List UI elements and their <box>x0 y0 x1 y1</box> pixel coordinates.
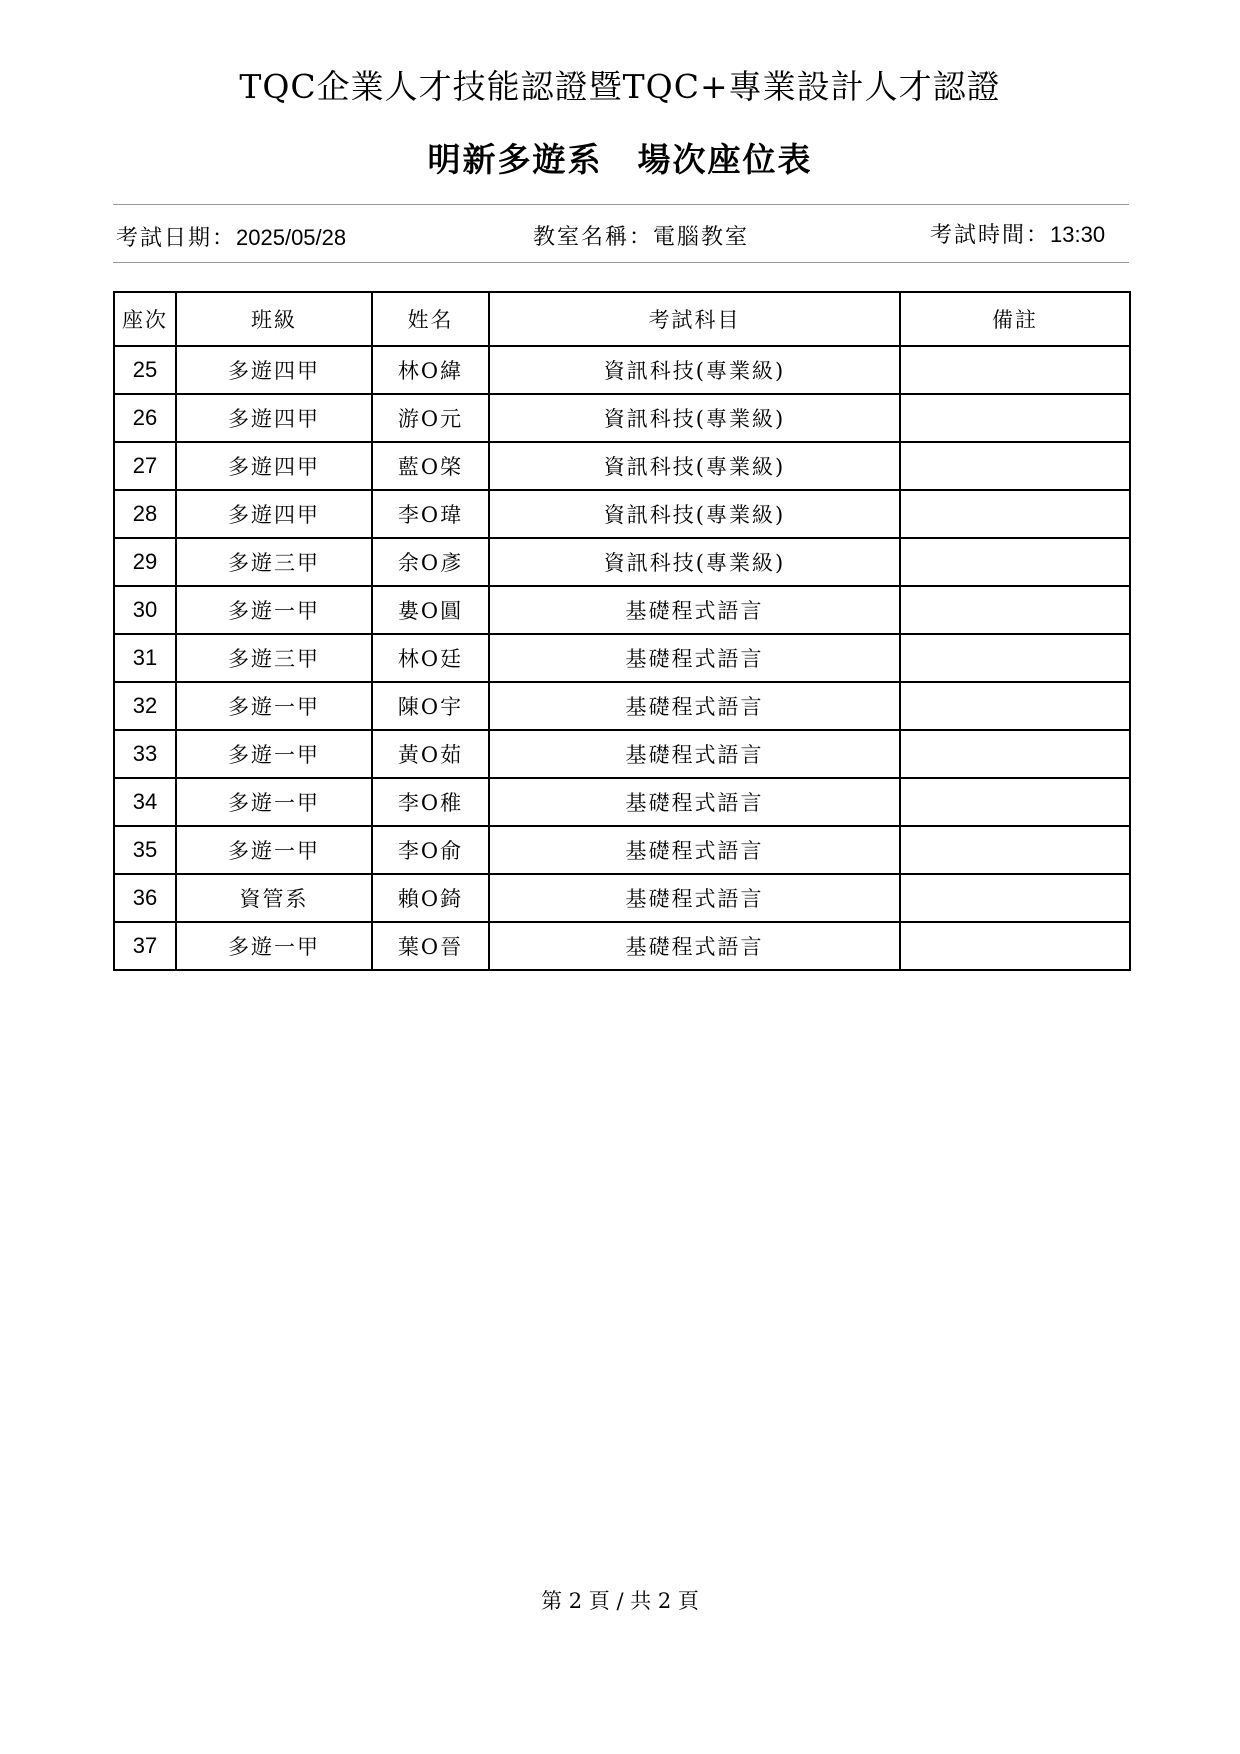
table-row <box>114 730 1130 778</box>
class-cell: 多遊四甲 <box>176 490 372 538</box>
note-cell <box>900 346 1130 394</box>
class-cell: 資管系 <box>176 874 372 922</box>
class-cell: 多遊一甲 <box>176 682 372 730</box>
subject-cell: 資訊科技(專業級) <box>489 394 900 442</box>
note-cell <box>900 778 1130 826</box>
class-cell: 多遊四甲 <box>176 346 372 394</box>
name-cell: 李O瑋 <box>372 490 489 538</box>
table-row <box>114 922 1130 970</box>
note-cell <box>900 394 1130 442</box>
column-header-subject: 考試科目 <box>489 292 900 346</box>
table-body <box>114 346 1130 970</box>
header-divider-bottom <box>113 262 1129 263</box>
table-row <box>114 394 1130 442</box>
table-row <box>114 490 1130 538</box>
column-header-name: 姓名 <box>372 292 489 346</box>
exam-date-label: 考試日期： <box>116 226 237 251</box>
table-row <box>114 682 1130 730</box>
subject-cell: 基礎程式語言 <box>489 682 900 730</box>
name-cell: 葉O晉 <box>372 922 489 970</box>
table-row <box>114 538 1130 586</box>
seat-cell: 26 <box>114 394 176 442</box>
subject-cell: 基礎程式語言 <box>489 778 900 826</box>
table-row <box>114 586 1130 634</box>
note-cell <box>900 730 1130 778</box>
table-row <box>114 874 1130 922</box>
classroom-value: 電腦教室 <box>653 225 750 250</box>
seat-cell: 35 <box>114 826 176 874</box>
seat-cell: 30 <box>114 586 176 634</box>
table-row <box>114 778 1130 826</box>
classroom-label: 教室名稱： <box>533 225 654 250</box>
seat-cell: 33 <box>114 730 176 778</box>
exam-date <box>116 223 346 254</box>
name-cell: 李O稚 <box>372 778 489 826</box>
column-header-seat: 座次 <box>114 292 176 346</box>
name-cell: 陳O宇 <box>372 682 489 730</box>
class-cell: 多遊三甲 <box>176 634 372 682</box>
note-cell <box>900 538 1130 586</box>
seat-cell: 27 <box>114 442 176 490</box>
subject-cell: 基礎程式語言 <box>489 730 900 778</box>
name-cell: 婁O圓 <box>372 586 489 634</box>
class-cell: 多遊四甲 <box>176 442 372 490</box>
seat-cell: 34 <box>114 778 176 826</box>
note-cell <box>900 922 1130 970</box>
document-subtitle: 明新多遊系 場次座位表 <box>427 140 813 179</box>
class-cell: 多遊一甲 <box>176 586 372 634</box>
note-cell <box>900 490 1130 538</box>
note-cell <box>900 874 1130 922</box>
subject-cell: 資訊科技(專業級) <box>489 490 900 538</box>
subject-cell: 基礎程式語言 <box>489 826 900 874</box>
subject-cell: 基礎程式語言 <box>489 922 900 970</box>
table-header-row <box>114 292 1130 346</box>
class-cell: 多遊四甲 <box>176 394 372 442</box>
classroom-name <box>533 223 749 253</box>
name-cell: 藍O棨 <box>372 442 489 490</box>
seat-cell: 29 <box>114 538 176 586</box>
document-title: TQC企業人才技能認證暨TQC+專業設計人才認證 <box>239 67 1001 106</box>
column-header-note: 備註 <box>900 292 1130 346</box>
name-cell: 游O元 <box>372 394 489 442</box>
note-cell <box>900 586 1130 634</box>
seat-cell: 32 <box>114 682 176 730</box>
name-cell: 賴O錡 <box>372 874 489 922</box>
column-header-class: 班級 <box>176 292 372 346</box>
class-cell: 多遊一甲 <box>176 730 372 778</box>
subject-cell: 資訊科技(專業級) <box>489 538 900 586</box>
note-cell <box>900 634 1130 682</box>
class-cell: 多遊一甲 <box>176 826 372 874</box>
seat-cell: 31 <box>114 634 176 682</box>
seat-cell: 28 <box>114 490 176 538</box>
table-row <box>114 442 1130 490</box>
name-cell: 林O廷 <box>372 634 489 682</box>
seat-cell: 25 <box>114 346 176 394</box>
name-cell: 黃O茹 <box>372 730 489 778</box>
subject-cell: 資訊科技(專業級) <box>489 346 900 394</box>
note-cell <box>900 826 1130 874</box>
name-cell: 李O俞 <box>372 826 489 874</box>
table-row <box>114 346 1130 394</box>
header-divider-top <box>113 204 1129 205</box>
seat-cell: 36 <box>114 874 176 922</box>
class-cell: 多遊三甲 <box>176 538 372 586</box>
note-cell <box>900 682 1130 730</box>
exam-time <box>930 220 1105 251</box>
name-cell: 余O彥 <box>372 538 489 586</box>
name-cell: 林O緯 <box>372 346 489 394</box>
exam-time-value: 13:30 <box>1050 222 1106 247</box>
table-row <box>114 826 1130 874</box>
exam-time-label: 考試時間： <box>930 223 1051 248</box>
subject-cell: 基礎程式語言 <box>489 586 900 634</box>
class-cell: 多遊一甲 <box>176 922 372 970</box>
class-cell: 多遊一甲 <box>176 778 372 826</box>
subject-cell: 基礎程式語言 <box>489 634 900 682</box>
subject-cell: 資訊科技(專業級) <box>489 442 900 490</box>
seating-table <box>113 291 1131 971</box>
exam-date-value: 2025/05/28 <box>236 225 347 250</box>
note-cell <box>900 442 1130 490</box>
subject-cell: 基礎程式語言 <box>489 874 900 922</box>
seat-cell: 37 <box>114 922 176 970</box>
page-number: 第 2 頁 / 共 2 頁 <box>541 1589 699 1613</box>
table-row <box>114 634 1130 682</box>
